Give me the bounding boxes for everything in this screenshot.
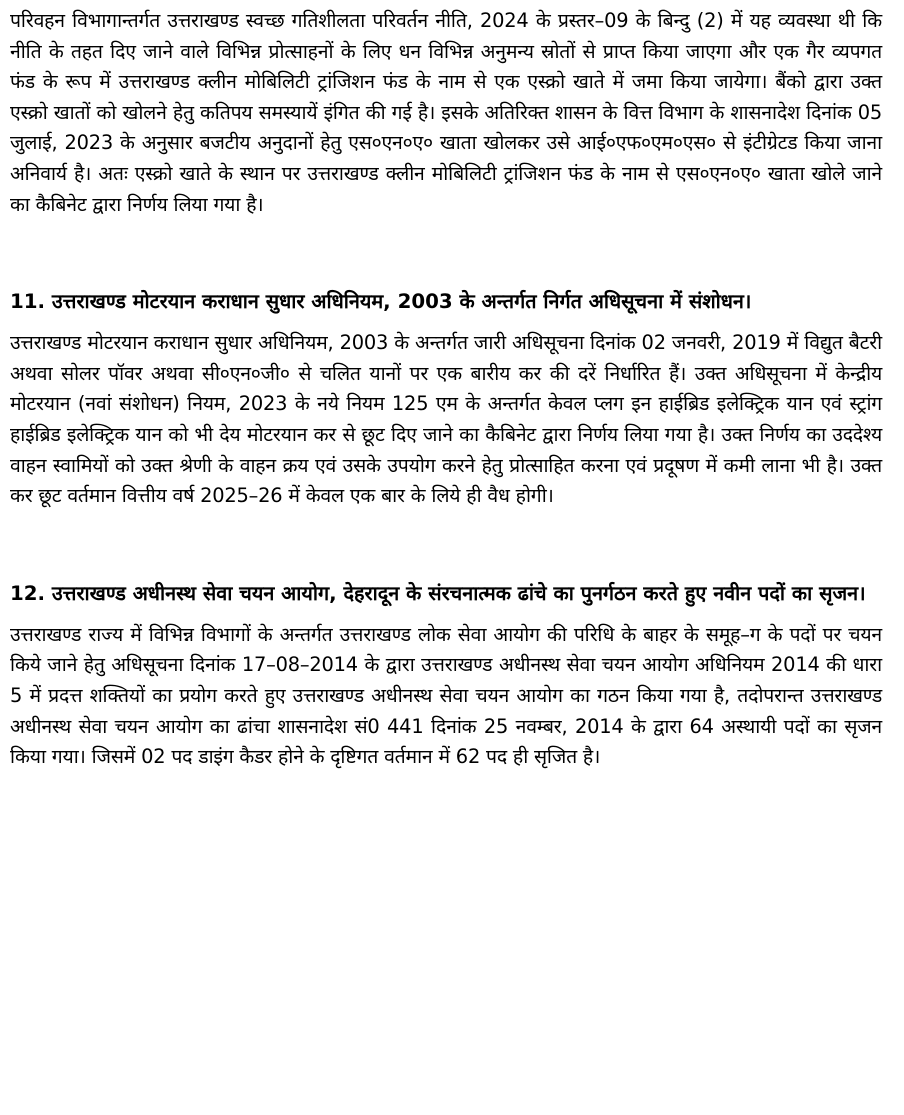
heading-spacer [10, 612, 882, 620]
section-12-body: उत्तराखण्ड राज्य में विभिन्न विभागों के अन्तर्गत उत्तराखण्ड लोक सेवा आयोग की परिधि के बाहर के समूह–ग के पदों पर चयन किये जाने हेतु अधिसूचना दिनांक 17–08–2014 के द्वारा उत्तराखण्ड अधीनस्थ सेवा चयन आयोग अधिनियम 2014 की धारा 5 में प्रदत्त शक्तियों का प्रयोग करते हुए उत्तराखण्ड अधीनस्थ सेवा चयन आयोग का गठन किया गया है, तदोपरान्त उत्तराखण्ड अधीनस्थ सेवा चयन आयोग का ढांचा शासनादेश सं0 441 दिनांक 25 नवम्बर, 2014 के द्वारा 64 अस्थायी पदों का सृजन किया गया। जिसमें 02 पद डाइंग कैडर होने के दृष्टिगत वर्तमान में 62 पद ही सृजित है। [10, 622, 882, 769]
heading-spacer [10, 320, 882, 328]
section-spacer [10, 512, 882, 576]
intro-paragraph: परिवहन विभागान्तर्गत उत्तराखण्ड स्वच्छ गतिशीलता परिवर्तन नीति, 2024 के प्रस्तर–09 के बिन्दु (2) में यह व्यवस्था थी कि नीति के तहत दिए जाने वाले विभिन्न प्रोत्साहनों के लिए धन विभिन्न अनुमन्य स्रोतों से प्राप्त किया जाएगा और एक गैर व्यपगत फंड के रूप में उत्तराखण्ड क्लीन मोबिलिटी ट्रांजिशन फंड के नाम से एक एस्क्रो खाते में जमा किया जायेगा। बैंको द्वारा उक्त एस्क्रो खातों को खोलने हेतु कतिपय समस्यायें इंगित की गई है। इसके अतिरिक्त शासन के वित्त विभाग के शासनादेश दिनांक 05 जुलाई, 2023 के अनुसार बजटीय अनुदानों हेतु एस०एन०ए० खाता खोलकर उसे आई०एफ०एम०एस० से इंटीग्रेटड किया जाना अनिवार्य है। अतः एस्क्रो खाते के स्थान पर उत्तराखण्ड क्लीन मोबिलिटी ट्रांजिशन फंड के नाम से एस०एन०ए० खाता खोले जाने का कैबिनेट द्वारा निर्णय लिया गया है। [10, 9, 882, 216]
section-11-heading: 11. उत्तराखण्ड मोटरयान कराधान सुधार अधिनियम, 2003 के अन्तर्गत निर्गत अधिसूचना में संशोधन। [10, 290, 752, 314]
section-11-body: उत्तराखण्ड मोटरयान कराधान सुधार अधिनियम, 2003 के अन्तर्गत जारी अधिसूचना दिनांक 02 जनवरी, 2019 में विद्युत बैटरी अथवा सोलर पॉवर अथवा सी०एन०जी० से चलित यानों पर एक बारीय कर की दरें निर्धारित हैं। उक्त अधिसूचना में केन्द्रीय मोटरयान (नवां संशोधन) नियम, 2023 के नये नियम 125 एम के अन्तर्गत केवल प्लग इन हाईब्रिड इलेक्ट्रिक यान एवं स्ट्रांग हाईब्रिड इलेक्ट्रिक यान को भी देय मोटरयान कर से छूट दिए जाने का कैबिनेट द्वारा निर्णय लिया गया है। उक्त निर्णय का उददेश्य वाहन स्वामियों को उक्त श्रेणी के वाहन क्रय एवं उसके उपयोग करने हेतु प्रोत्साहित करना एवं प्रदूषण में कमी लाना भी है। उक्त कर छूट वर्तमान वित्तीय वर्ष 2025–26 में केवल एक बार के लिये ही वैध होगी। [10, 331, 882, 508]
document-page [10, 6, 882, 773]
section-12-heading: 12. उत्तराखण्ड अधीनस्थ सेवा चयन आयोग, देहरादून के संरचनात्मक ढांचे का पुनर्गठन करते हुए नवीन पदों का सृजन। [10, 581, 866, 605]
section-spacer [10, 220, 882, 284]
